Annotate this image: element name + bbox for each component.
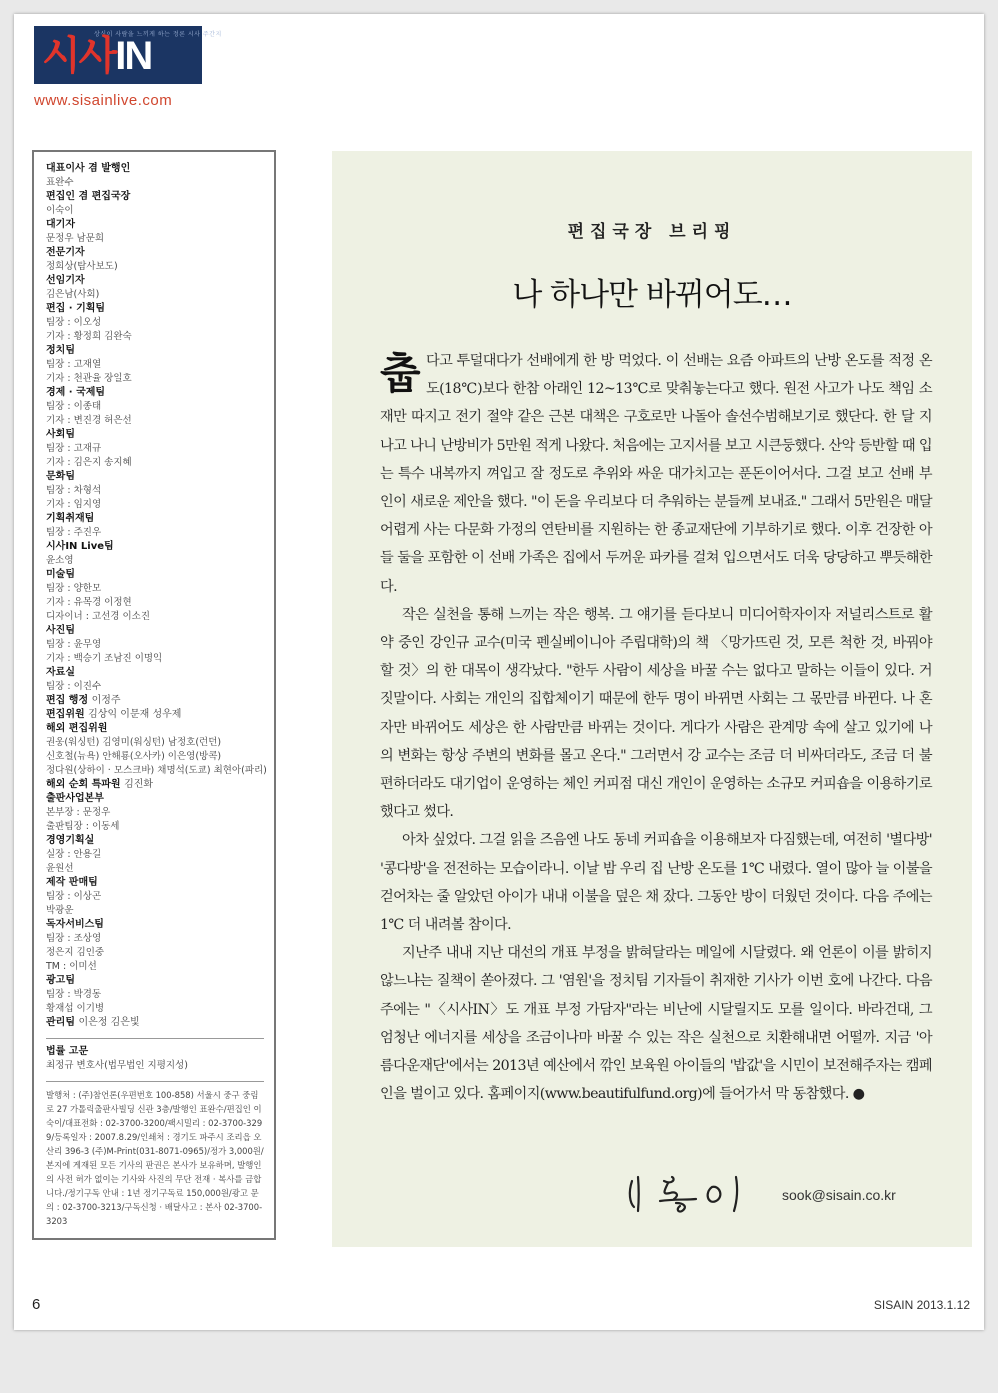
masthead-role: [46, 974, 264, 988]
masthead-staff-names: 문정우 남문희: [46, 233, 105, 244]
masthead-box: [32, 150, 276, 1240]
masthead-role-names: 김상익 이문재 성우제: [88, 709, 182, 720]
masthead-staff-names: 팀장 : 차형석: [46, 485, 102, 496]
editor-signature: [624, 1173, 774, 1213]
article-kicker: 편집국장 브리핑: [567, 222, 737, 242]
masthead-role: [46, 792, 264, 806]
masthead-role: [46, 834, 264, 848]
masthead-staff-names: 기자 : 황정희 김완숙: [46, 331, 132, 342]
masthead-role: [46, 190, 264, 204]
article-headline: 나 하나만 바뀌어도…: [512, 277, 792, 313]
masthead-staff-names: 팀장 : 박경동: [46, 989, 102, 1000]
website-url[interactable]: www.sisainlive.com: [34, 92, 173, 109]
article-dropcap: 춥: [380, 349, 420, 398]
article-paragraph: [380, 347, 932, 601]
masthead-role: [46, 876, 264, 890]
masthead-role-names: 이정주: [91, 695, 121, 706]
masthead-staff-names: 윤소영: [46, 555, 74, 566]
masthead-role-title: 광고팀: [46, 975, 75, 986]
sisain-logo: [34, 26, 222, 84]
masthead-role-title: 편집위원: [46, 709, 85, 720]
masthead-role: [46, 624, 264, 638]
masthead-role-title: 선임기자: [46, 275, 85, 286]
masthead-staff-names: 본부장 : 문정우: [46, 807, 111, 818]
masthead-role-title: 해외 순회 특파원: [46, 779, 121, 790]
masthead-staff-names: 팀장 : 이상곤: [46, 891, 102, 902]
masthead-role-title: 제작 판매팀: [46, 877, 98, 888]
masthead-staff-names: TM : 이미선: [46, 961, 97, 972]
article-paragraph-text: 다고 투덜대다가 선배에게 한 방 먹었다. 이 선배는 요즘 아파트의 난방 온도를 적정 온도(18℃)보다 한참 아래인 12~13℃로 맞춰놓는다고 했다. 원전 사고가 나도 책임 소재만 따지고 전기 절약 같은 근본 대책은 구호로만 나돌아 솔선수범해보기로 했단다. 한 달 지나고 나니 난방비가 5만원 적게 나왔다. 처음에는 고지서를 보고 시큰둥했다. 산악 등반할 때 입는 특수 내복까지 껴입고 잘 정도로 추위와 싸운 대가치고는 푼돈이어서다. 그걸 보고 선배 부인이 새로운 제안을 했다. "이 돈을 우리보다 더 추워하는 분들께 보내죠." 그래서 5만원은 매달 어렵게 사는 다문화 가정의 연탄비를 지원하는 한 종교재단에 기부하기로 했다. 이후 건장한 아들 둘을 포함한 이 선배 가족은 집에서 두꺼운 파카를 걸쳐 입으면서도 더욱 당당하고 뿌듯해한다.: [380, 353, 932, 595]
masthead-role-title: 편집인 겸 편집국장: [46, 191, 131, 202]
masthead-staff-names: 팀장 : 조상영: [46, 933, 102, 944]
logo-wordmark-part2: IN: [115, 34, 152, 78]
masthead-role: [46, 1016, 264, 1030]
masthead-role-title: 문화팀: [46, 471, 75, 482]
masthead-role: [46, 694, 264, 708]
article-paragraph: 작은 실천을 통해 느끼는 작은 행복. 그 얘기를 듣다보니 미디어학자이자 저널리스트로 활약 중인 강인규 교수(미국 펜실베이니아 주립대학)의 책 〈망가뜨린 것, 모른 척한 것, 바꿔야 할 것〉의 한 대목이 생각났다. "한두 사람이 세상을 바꿀 수는 없다고 말하는 이들이 있다. 거짓말이다. 사회는 개인의 집합체이기 때문에 한두 명이 바뀌면 사회는 그 몫만큼 바뀐다. 나 혼자만 바뀌어도 세상은 한 사람만큼 바뀌는 것이다. 게다가 사람은 관계망 속에 살고 있기에 나의 변화는 항상 주변의 변화를 몰고 온다." 그러면서 강 교수는 조금 더 비싸더라도, 조금 더 불편하더라도 대기업이 운영하는 체인 커피점 대신 개인이 운영하는 소규모 커피숍을 이용하기로 했다고 썼다.: [380, 606, 932, 821]
masthead-staff-names: 팀장 : 주진우: [46, 527, 102, 538]
masthead-staff-names: 팀장 : 이진수: [46, 681, 102, 692]
masthead-staff-names: 기자 : 천관율 장일호: [46, 373, 132, 384]
masthead-staff-names: 팀장 : 이종태: [46, 401, 102, 412]
masthead-role-title: 관리팀: [46, 1017, 75, 1028]
masthead-role: [46, 218, 264, 232]
masthead-staff-names: 윤원선: [46, 863, 74, 874]
masthead-staff-names: 팀장 : 고재규: [46, 443, 102, 454]
logo-tagline: 상식이 사람을 느끼게 하는 정론 시사 주간지: [94, 31, 222, 38]
article-paragraph: 지난주 내내 지난 대선의 개표 부정을 밝혀달라는 메일에 시달렸다. 왜 언론이 이를 밝히지 않느냐는 질책이 쏟아졌다. 그 '염원'을 정치팀 기자들이 취재한 기사가 이번 호에 나간다. 다음 주에는 "〈시사IN〉도 개표 부정 가담자"라는 비난에 시달릴지도 모를 일이다. 바라건대, 그 엄청난 에너지를 세상을 조금이나마 바꿀 수 있는 작은 실천으로 치환해내면 어떨까. 지금 '아름다운재단'에서는 2013년 예산에서 깎인 보육원 아이들의 '밥값'을 시민이 보전해주자는 캠페인을 벌이고 있다. 홈페이지(www.beautifulfund.org)에 들어가서 막 동참했다. ●: [380, 945, 932, 1103]
masthead-role: [46, 778, 264, 792]
editor-email[interactable]: sook@sisain.co.kr: [782, 1187, 896, 1203]
masthead-role: [46, 512, 264, 526]
masthead-staff-names: 표완수: [46, 177, 74, 188]
masthead-role-title: 시사IN Live팀: [46, 541, 114, 552]
masthead-staff-names: 기자 : 임지영: [46, 499, 102, 510]
masthead-role-names: 이은정 김은빛: [78, 1017, 140, 1028]
masthead-staff-names: 출판팀장 : 이동세: [46, 821, 120, 832]
masthead-role: [46, 302, 264, 316]
masthead-staff-names: 권웅(워싱턴) 김영미(워싱턴) 남정호(런던): [46, 737, 222, 748]
masthead-staff-names: 기자 : 변진경 허은선: [46, 415, 132, 426]
masthead-staff-names: 팀장 : 고재열: [46, 359, 102, 370]
page-number: 6: [32, 1296, 41, 1313]
article-paragraph: 아차 싶었다. 그걸 읽을 즈음엔 나도 동네 커피숍을 이용해보자 다짐했는데, 여전히 '별다방' '콩다방'을 전전하는 모습이라니. 이날 밤 우리 집 난방 온도를 1℃ 내렸다. 열이 많아 늘 이불을 걷어차는 줄 알았던 아이가 내내 이불을 덮은 채 잤다. 그동안 방이 더웠던 것이다. 다음 주에는 1℃ 더 내려볼 참이다.: [380, 832, 932, 934]
masthead-staff-names: 기자 : 백승기 조남진 이명익: [46, 653, 163, 664]
masthead-legal-role: 법률 고문: [46, 1046, 89, 1057]
masthead-staff-names: 팀장 : 이오성: [46, 317, 102, 328]
masthead-role: [46, 344, 264, 358]
masthead-role: [46, 568, 264, 582]
masthead-role-title: 기획취재팀: [46, 513, 95, 524]
masthead-role-title: 사진팀: [46, 625, 75, 636]
masthead-role: [46, 246, 264, 260]
article-body: [380, 347, 932, 1108]
masthead-staff-names: 정희상(탐사보도): [46, 261, 118, 272]
masthead-staff-names: 신호철(뉴욕) 안해룡(오사카) 이은영(방콕): [46, 751, 222, 762]
masthead-role-names: 김진화: [124, 779, 154, 790]
masthead-staff-names: 정은지 김인중: [46, 947, 105, 958]
masthead-role-title: 출판사업본부: [46, 793, 104, 804]
masthead-role: [46, 722, 264, 736]
masthead-legal-name: 최정규 변호사(법무법인 지평지성): [46, 1060, 188, 1071]
magazine-page: [14, 14, 984, 1330]
masthead-staff-names: 이숙이: [46, 205, 74, 216]
masthead-role: [46, 162, 264, 176]
masthead-role: [46, 470, 264, 484]
masthead-staff-names: 황재섭 이기병: [46, 1003, 105, 1014]
masthead-role-title: 전문기자: [46, 247, 85, 258]
masthead-role: [46, 666, 264, 680]
masthead-divider: [46, 1038, 264, 1039]
masthead-role-title: 미술팀: [46, 569, 75, 580]
masthead-staff-names: 팀장 : 윤무영: [46, 639, 102, 650]
publisher-info: 발행처 : (주)참언론(우편번호 100-858) 서울시 중구 중림로 27 가톨릭출판사빌딩 신관 3층/발행인 표완수/편집인 이숙이/대표전화 : 02-3700-3200/팩시밀리 : 02-3700-3299/등록일자 : 2007.8.29/인쇄처 : 경기도 파주시 조리읍 오산리 396-3 (주)M-Print(031-8071-0965)/정가 3,000원/본지에 게재된 모든 기사의 판권은 본사가 보유하며, 발행인의 사전 허가 없이는 기사와 사진의 무단 전재 · 복사를 금합니다./정기구독 안내 : 1년 정기구독료 150,000원/광고 문의 : 02-3700-3213/구독신청 · 배달사고 : 본사 02-3700-3203: [46, 1090, 264, 1226]
masthead-staff-list: [46, 162, 267, 1030]
logo-wordmark: [42, 36, 151, 76]
masthead-role: [46, 428, 264, 442]
logo-wordmark-part1: 시사: [42, 34, 116, 78]
issue-date: SISAIN 2013.1.12: [873, 1298, 970, 1312]
masthead-role: [46, 540, 264, 554]
masthead-staff-names: 기자 : 유목경 이정현: [46, 597, 132, 608]
masthead-role-title: 경영기획실: [46, 835, 95, 846]
masthead-role-title: 대기자: [46, 219, 75, 230]
masthead-role-title: 정치팀: [46, 345, 75, 356]
masthead-staff-names: 디자이너 : 고선경 이소진: [46, 611, 151, 622]
masthead-staff-names: 팀장 : 양한모: [46, 583, 102, 594]
masthead-role-title: 해외 편집위원: [46, 723, 108, 734]
masthead-role-title: 편집 · 기획팀: [46, 303, 106, 314]
masthead-role: [46, 386, 264, 400]
masthead-role: [46, 918, 264, 932]
masthead-staff-names: 실장 : 안용길: [46, 849, 102, 860]
masthead-role-title: 대표이사 겸 발행인: [46, 163, 131, 174]
masthead-role-title: 사회팀: [46, 429, 75, 440]
masthead-divider: [46, 1081, 264, 1082]
masthead-staff-names: 박광운: [46, 905, 74, 916]
masthead-staff-names: 김은남(사회): [46, 289, 100, 300]
masthead-role: [46, 708, 264, 722]
masthead-role: [46, 274, 264, 288]
masthead-staff-names: 정다원(상하이 · 모스크바) 채명석(도쿄) 최현아(파리): [46, 765, 267, 776]
editorial-article: [332, 151, 972, 1247]
masthead-role-title: 편집 행정: [46, 695, 89, 706]
masthead-staff-names: 기자 : 김은지 송지혜: [46, 457, 132, 468]
masthead-role-title: 독자서비스팀: [46, 919, 104, 930]
masthead-role-title: 경제 · 국제팀: [46, 387, 106, 398]
masthead-role-title: 자료실: [46, 667, 75, 678]
